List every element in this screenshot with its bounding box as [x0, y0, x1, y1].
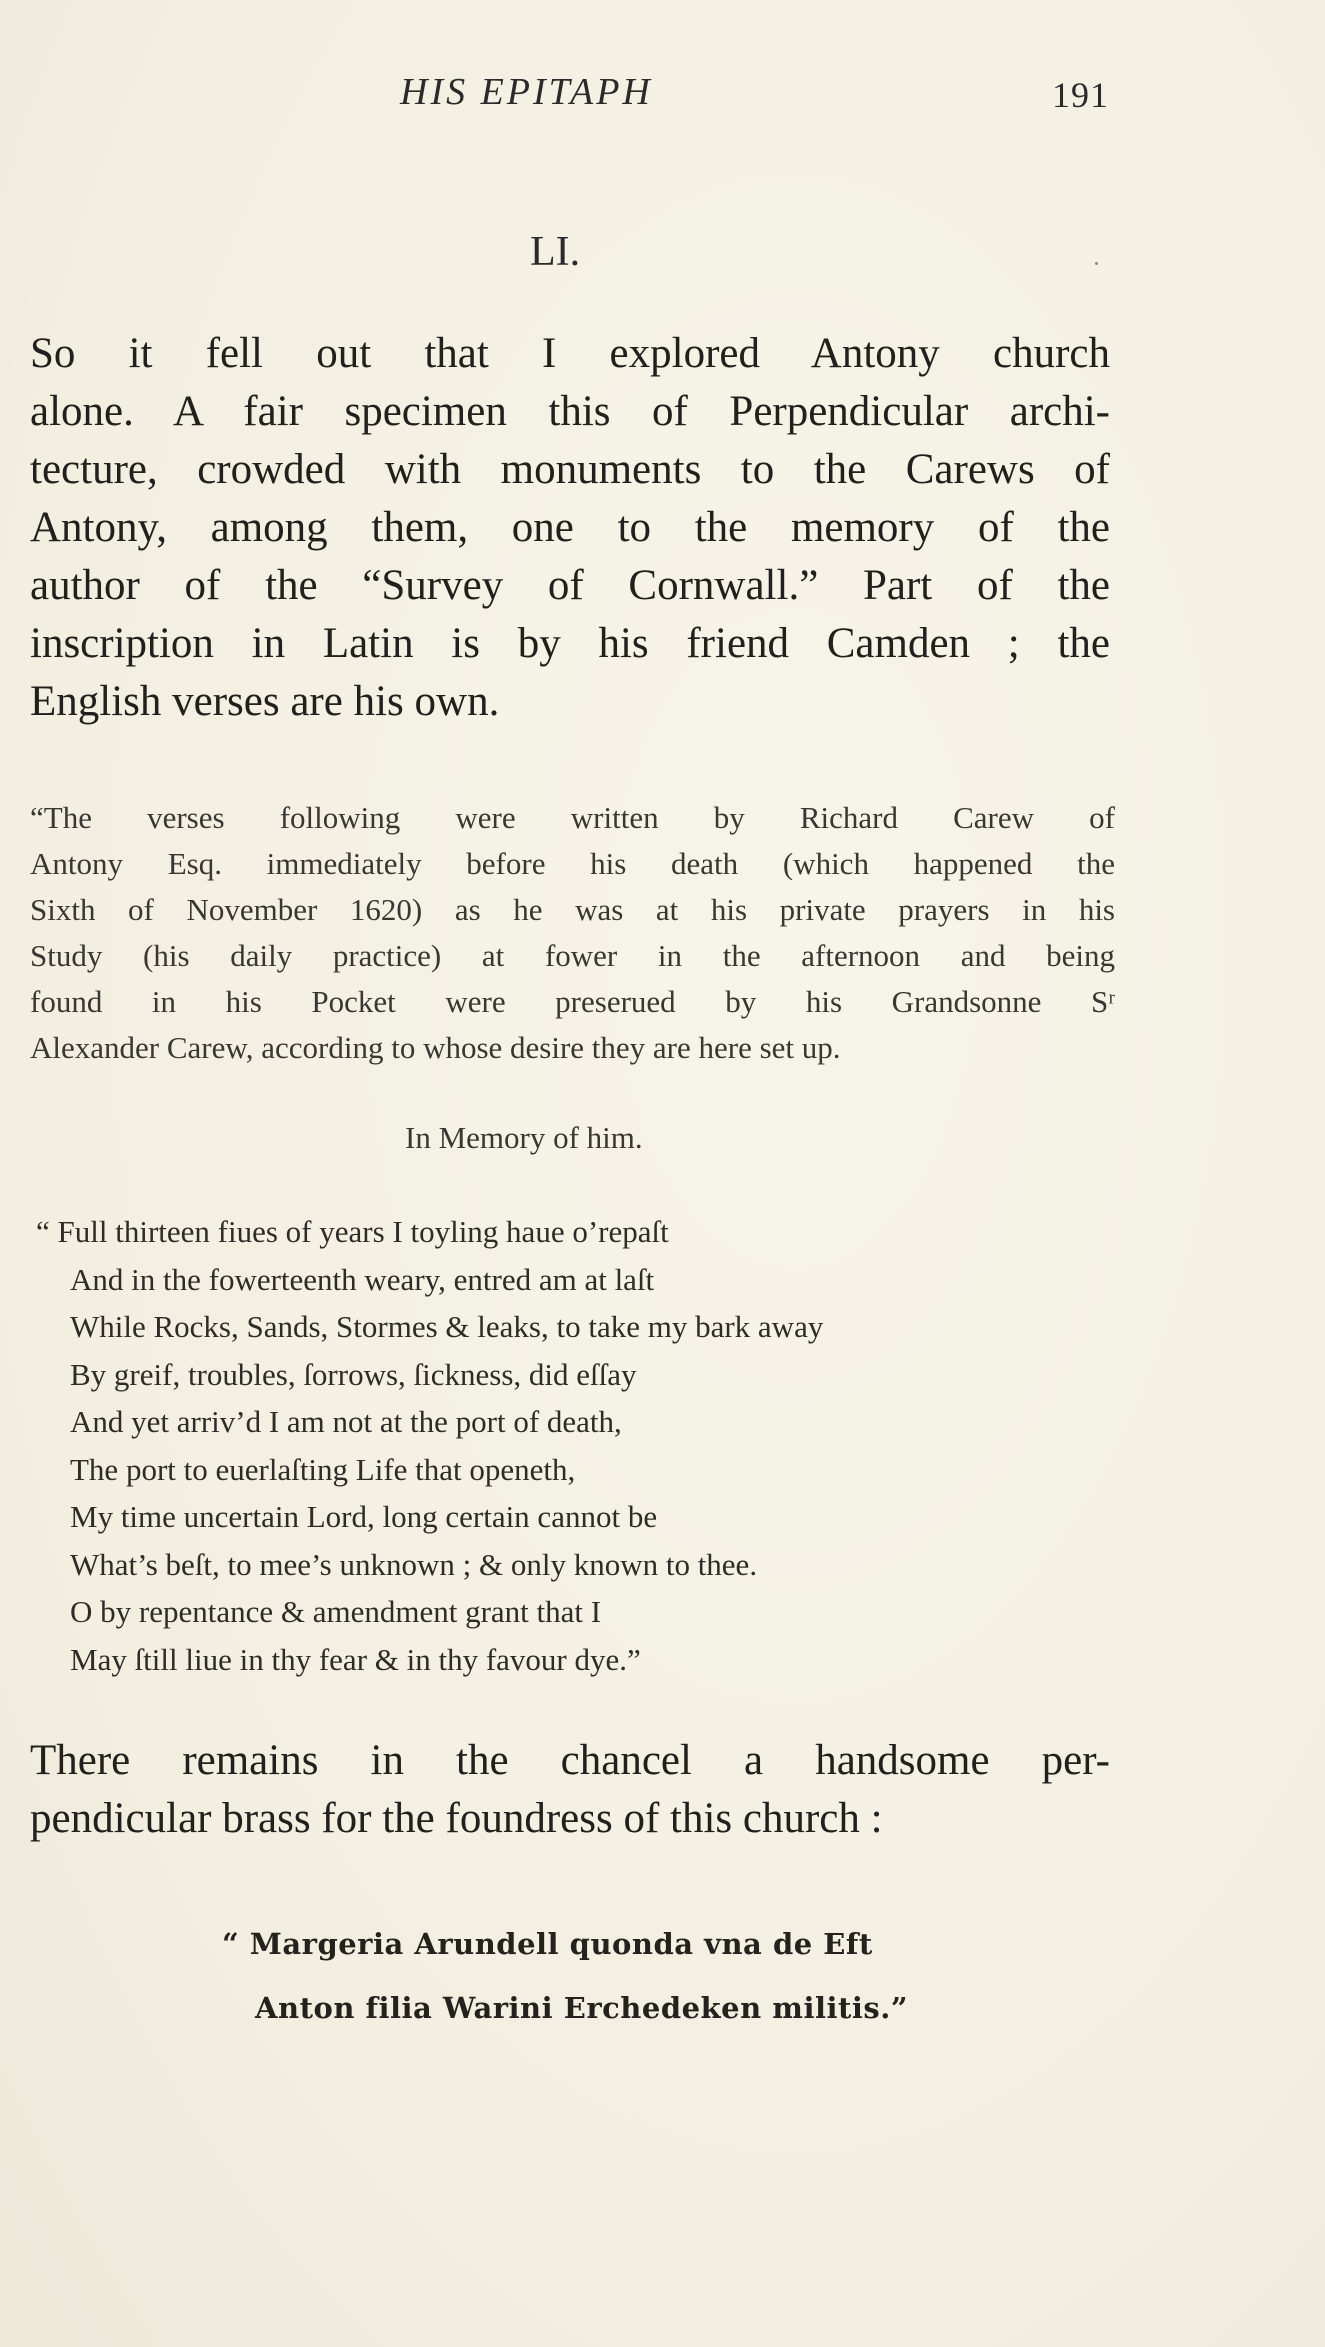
poem-verse: The port to euerlaſting Life that openeth,: [70, 1451, 576, 1487]
poem-verse: O by repentance & amendment grant that I: [70, 1594, 602, 1629]
quotation-line: Alexander Carew, according to whose desire they are here set up.: [30, 1030, 841, 1065]
poem-verse: While Rocks, Sands, Stormes & leaks, to take my bark away: [70, 1309, 824, 1344]
memory-heading: In Memory of him.: [405, 1120, 643, 1155]
poem-verse: My time uncertain Lord, long certain cannot be: [70, 1499, 658, 1534]
section-number: LI.: [530, 229, 581, 275]
poem-verse: And in the fowerteenth weary, entred am at laſt: [70, 1261, 655, 1297]
paragraph-line: alone. A fair specimen this of Perpendicular archi-: [30, 388, 1110, 435]
paragraph-line: inscription in Latin is by his friend Camden ; the: [30, 620, 1110, 667]
quotation-line: Antony Esq. immediately before his death (which happened the: [30, 846, 1115, 881]
paragraph-line: author of the “Survey of Cornwall.” Part of the: [30, 562, 1110, 609]
paragraph-chancel-brass: [30, 1732, 1110, 1848]
paragraph-line: English verses are his own.: [30, 678, 500, 725]
page-number: 191: [1052, 75, 1109, 115]
inscription-line: Anton filia Warini Erchedeken militis.”: [255, 1991, 909, 2025]
inscription-quotation: [30, 795, 1115, 1071]
quotation-line: Study (his daily practice) at fower in the afternoon and being: [30, 938, 1115, 973]
poem-verse: What’s beſt, to mee’s unknown ; & only known to thee.: [70, 1546, 758, 1582]
running-title: HIS EPITAPH: [400, 71, 653, 113]
paragraph-antony-church: [30, 325, 1110, 731]
epitaph-poem: [36, 1208, 1136, 1683]
poem-verse: And yet arriv’d I am not at the port of death,: [70, 1404, 622, 1439]
paragraph-line: tecture, crowded with monuments to the Carews of: [30, 446, 1110, 493]
brass-inscription: [0, 1912, 1325, 2040]
quotation-line: Sixth of November 1620) as he was at his private prayers in his: [30, 892, 1115, 927]
paragraph-line: So it fell out that I explored Antony church: [30, 330, 1110, 377]
poem-verse: By greif, troubles, ſorrows, ſickness, did eſſay: [70, 1356, 637, 1392]
paragraph-line: There remains in the chancel a handsome per-: [30, 1737, 1110, 1784]
quotation-line: found in his Pocket were preserued by his Grandsonne Sʳ: [30, 984, 1115, 1019]
paragraph-line: pendicular brass for the foundress of this church :: [30, 1795, 883, 1842]
poem-verse: “ Full thirteen fiues of years I toyling haue o’repaſt: [36, 1214, 669, 1249]
paper-speck: [1095, 262, 1098, 265]
paragraph-line: Antony, among them, one to the memory of the: [30, 504, 1110, 551]
quotation-line: “The verses following were written by Richard Carew of: [30, 800, 1115, 835]
poem-verse: May ſtill liue in thy fear & in thy favour dye.”: [70, 1641, 641, 1677]
inscription-line: “ Margeria Arundell quonda vna de Eft: [222, 1927, 873, 1961]
